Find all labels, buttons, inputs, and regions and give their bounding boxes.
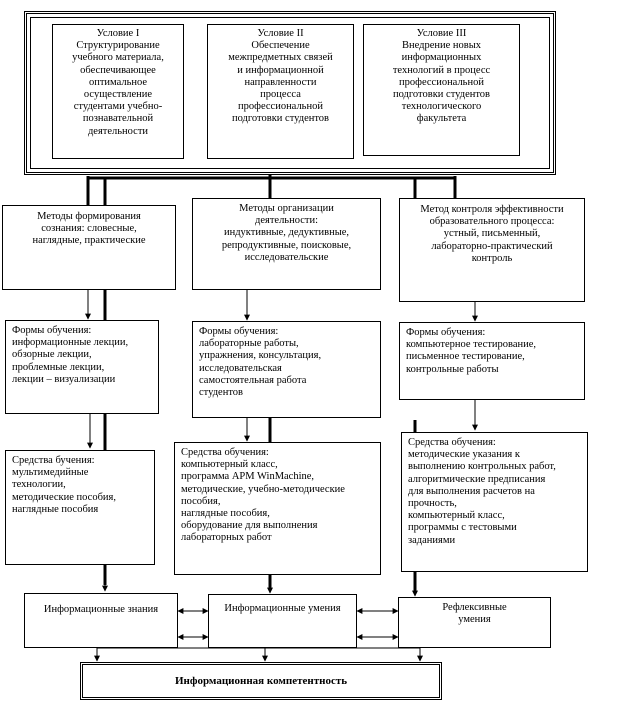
outcome-reflexive-box: Рефлексивные умения — [398, 597, 551, 648]
condition-1-title: Условие I — [96, 28, 140, 39]
result-competence-box — [80, 662, 442, 700]
method-2-box: Методы организации деятельности: индуктивные, дедуктивные, репродуктивные, поисковые, исследовательские — [192, 198, 381, 290]
condition-2-text: Обеспечение межпредметных связей и информационной направленности процесса профессиональной подготовки студентов — [228, 40, 333, 125]
condition-3-title: Условие III — [416, 28, 467, 39]
outcome-knowledge-box: Информационные знания — [24, 593, 178, 648]
forms-3-box: Формы обучения: компьютерное тестирование, письменное тестирование, контрольные работы — [399, 322, 585, 400]
method-3-box: Метод контроля эффективности образовательного процесса: устный, письменный, лабораторно-практический контроль — [399, 198, 585, 302]
condition-3-box — [363, 24, 520, 156]
condition-1-text: Структурирование учебного материала, обеспечивающее оптимальное осуществление студентами учебно- познавательной деятельности — [72, 40, 164, 137]
condition-2-box — [207, 24, 354, 159]
method-1-box: Методы формирования сознания: словесные, наглядные, практические — [2, 205, 176, 290]
condition-3-text: Внедрение новых информационных технологий в процесс профессиональной подготовки студентов технологического факультета — [392, 40, 491, 125]
result-competence-label: Информационная компетентность — [174, 675, 348, 687]
condition-1-box — [52, 24, 184, 159]
forms-2-box: Формы обучения: лабораторные работы, упражнения, консультация, исследовательская самостоятельная работа студентов — [192, 321, 381, 418]
means-2-box: Средства обучения: компьютерный класс, программа APM WinMachine, методические, учебно-методические пособия, наглядные пособия, оборудование для выполнения лабораторных работ — [174, 442, 381, 575]
outcome-skills-box: Информационные умения — [208, 594, 357, 648]
means-1-box: Средства бучения: мультимедийные технологии, методические пособия, наглядные пособия — [5, 450, 155, 565]
means-3-box: Средства обучения: методические указания к выполнению контрольных работ, алгоритмические предписания для выполнения расчетов на прочность, компьютерный класс, программы с тестовыми заданиями — [401, 432, 588, 572]
forms-1-box: Формы обучения: информационные лекции, обзорные лекции, проблемные лекции, лекции – визуализации — [5, 320, 159, 414]
condition-2-title: Условие II — [257, 28, 304, 39]
